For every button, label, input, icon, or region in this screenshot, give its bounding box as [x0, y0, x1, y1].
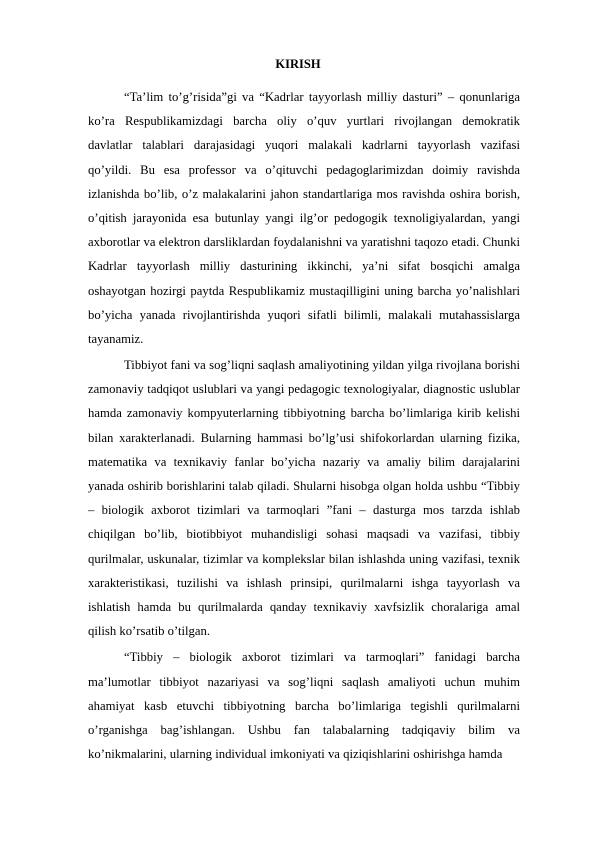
text-line: Tibbiyot fani va sog’liqni saqlash amaliyotining yildan yilga rivojlana borishi — [124, 358, 520, 373]
text-line: ahamiyat kasb etuvchi tibbiyotning barcha bo’limlariga tegishli qurilmalarni — [88, 698, 520, 713]
text-line: bo’yicha yanada rivojlantirishda yuqori sifatli bilimli, malakali mutahassislarga — [88, 307, 520, 322]
text-line: xarakteristikasi, tuzilishi va ishlash prinsipi, qurilmalarni ishga tayyorlash va — [88, 575, 520, 590]
text-line: izlanishda bo’lib, o’z malakalarini jahon standartlariga mos ravishda oshira borish, — [88, 186, 520, 201]
text-line: ko’nikmalarini, ularning individual imkoniyati va qiziqishlarini oshirishga hamda — [88, 747, 503, 762]
text-line: “Ta’lim to’g’risida”gi va “Kadrlar tayyorlash milliy dasturi” – qonunlariga — [124, 90, 520, 104]
text-line: ko’ra Respublikamizdagi barcha oliy o’quv yurtlari rivojlangan demokratik — [88, 114, 520, 129]
text-line: qo’yildi. Bu esa professor va o’qituvchi pedagoglarimizdan doimiy ravishda — [88, 162, 520, 177]
page-title: KIRISH — [275, 57, 321, 71]
text-line: – biologik axborot tizimlari va tarmoqlari ”fani – dasturga mos tarzda ishlab — [88, 503, 520, 518]
text-line: qilish ko’rsatib o’tilgan. — [88, 624, 211, 639]
text-line: axborotlar va elektron darsliklardan foydalanishni va yaratishni taqozo etadi. Chunki — [88, 235, 520, 250]
paragraph — [88, 85, 520, 351]
text-line: oshayotgan hozirgi paytda Respublikamiz mustaqilligini uning barcha yo’nalishlari — [88, 283, 520, 298]
text-line: o’qitish jarayonida esa butunlay yangi ilg’or pedogogik texnoligiyalardan, yangi — [88, 210, 520, 225]
text-line: Kadrlar tayyorlash milliy dasturining ikkinchi, ya’ni sifat bosqichi amalga — [88, 259, 520, 274]
text-line: ishlatish hamda bu qurilmalarda qanday texnikaviy xavfsizlik choralariga amal — [88, 599, 520, 614]
text-line: o’rganishga bag’ishlangan. Ushbu fan talabalarning tadqiqaviy bilim va — [88, 722, 520, 737]
text-line: bilan xarakterlanadi. Bularning hammasi bo’lg’usi shifokorlardan ularning fizika, — [88, 430, 520, 445]
text-line: tayanamiz. — [88, 331, 144, 346]
text-line: zamonaviy tadqiqot uslublari va yangi pedagogic texnologiyalar, diagnostic uslublar — [88, 382, 520, 397]
text-line: chiqilgan bo’lib, biotibbiyot muhandisligi sohasi maqsadi va vazifasi, tibbiy — [88, 527, 520, 542]
text-line: davlatlar talablari darajasidagi yuqori malakali kadrlarni tayyorlash vazifasi — [88, 138, 520, 153]
paragraph — [88, 353, 520, 643]
document-body — [88, 85, 520, 768]
text-line: hamda zamonaviy kompyuterlarning tibbiyotning barcha bo’limlariga kirib kelishi — [88, 406, 520, 421]
text-line: yanada oshirib borishlarini talab qiladi. Shularni hisobga olgan holda ushbu “Tibbiy — [88, 479, 520, 493]
text-line: ma’lumotlar tibbiyot nazariyasi va sog’liqni saqlash amaliyoti uchun muhim — [88, 674, 520, 689]
text-line: “Tibbiy – biologik axborot tizimlari va tarmoqlari” fanidagi barcha — [124, 650, 520, 665]
text-line: matematika va texnikaviy fanlar bo’yicha nazariy va amaliy bilim darajalarini — [88, 454, 520, 469]
paragraph — [88, 645, 520, 766]
text-line: qurilmalar, uskunalar, tizimlar va komplekslar bilan ishlashda uning vazifasi, texnik — [88, 551, 520, 566]
